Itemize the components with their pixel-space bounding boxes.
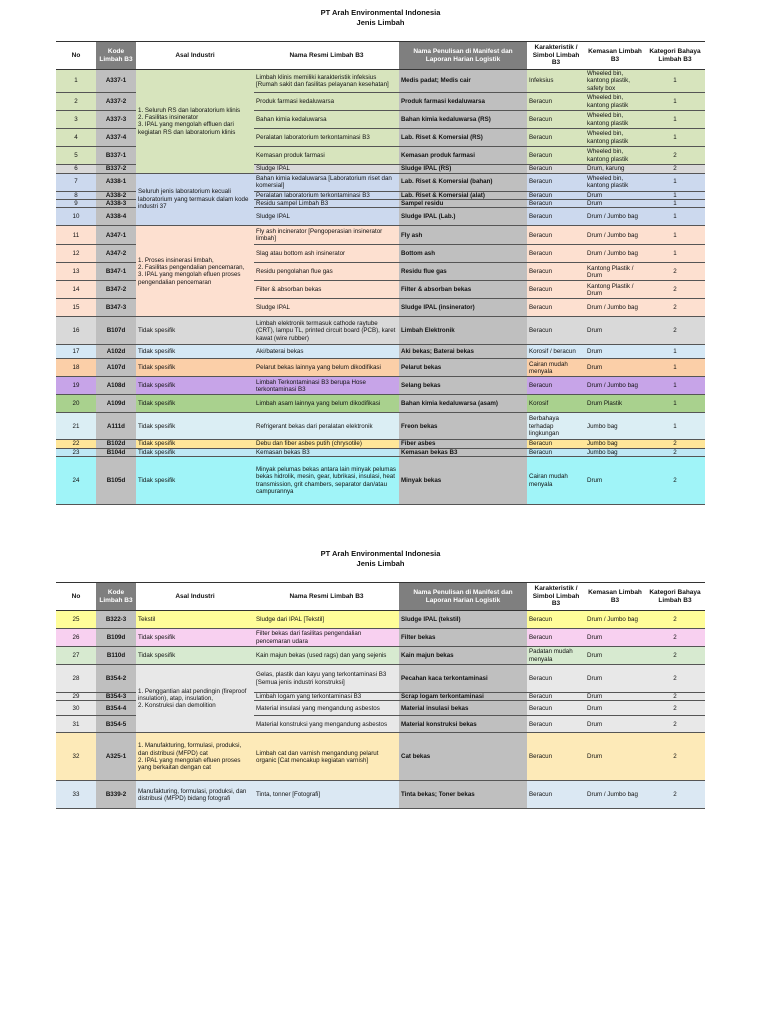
- row-kategori: 1: [645, 245, 705, 263]
- row-kemasan: Wheeled bin, kantong plastik: [585, 129, 645, 147]
- section-2: [56, 549, 705, 809]
- row-kode: A107d: [96, 359, 136, 377]
- row-nama-resmi: Kemasan bekas B3: [254, 448, 399, 456]
- row-no: 3: [56, 111, 96, 129]
- row-nama-resmi: Limbah cat dan varnish mengandung pelarut organic [Cat mencakup kegiatan varnish]: [254, 733, 399, 781]
- row-kemasan: Jumbo bag: [585, 448, 645, 456]
- row-karakteristik: Beracun: [527, 629, 585, 647]
- row-asal-industri: Tidak spesifik: [136, 647, 254, 665]
- row-kemasan: Drum: [585, 629, 645, 647]
- header-no: No: [56, 42, 96, 70]
- row-kemasan: Drum / Jumbo bag: [585, 377, 645, 395]
- header-kemasan: Kemasan Limbah B3: [585, 42, 645, 70]
- company-title-2: PT Arah Environmental Indonesia: [320, 549, 441, 558]
- row-kategori: 2: [645, 147, 705, 165]
- row-manifest-name: Bottom ash: [399, 245, 527, 263]
- row-karakteristik: Beracun: [527, 448, 585, 456]
- row-asal-industri: Tidak spesifik: [136, 440, 254, 448]
- row-no: 10: [56, 208, 96, 226]
- row-karakteristik: Cairan mudah menyala: [527, 457, 585, 505]
- table-row: [56, 173, 705, 191]
- row-no: 27: [56, 647, 96, 665]
- header-asal: Asal Industri: [136, 583, 254, 611]
- row-kategori: 1: [645, 359, 705, 377]
- row-kategori: 2: [645, 165, 705, 173]
- row-manifest-name: Sludge IPAL (Lab.): [399, 208, 527, 226]
- row-karakteristik: Beracun: [527, 208, 585, 226]
- row-kemasan: Wheeled bin, kantong plastik: [585, 173, 645, 191]
- row-kode: A337-4: [96, 129, 136, 147]
- row-kode: B104d: [96, 448, 136, 456]
- row-kemasan: Drum: [585, 457, 645, 505]
- row-no: 24: [56, 457, 96, 505]
- row-karakteristik: Beracun: [527, 701, 585, 716]
- row-kode: B339-2: [96, 781, 136, 809]
- row-kemasan: Kantong Plastik / Drum: [585, 263, 645, 281]
- table-row: [56, 413, 705, 440]
- row-karakteristik: Cairan mudah menyala: [527, 359, 585, 377]
- row-asal-industri: Tidak spesifik: [136, 345, 254, 359]
- row-nama-resmi: Material konstruksi yang mengandung asbestos: [254, 716, 399, 733]
- row-no: 5: [56, 147, 96, 165]
- row-karakteristik: Beracun: [527, 147, 585, 165]
- row-no: 18: [56, 359, 96, 377]
- row-kemasan: Wheeled bin, kantong plastik, safety box: [585, 70, 645, 93]
- row-asal-industri: 1. Penggantian alat pendingin (fireproof insulation), atap, insulation, 2. Konstruksi dan demolition: [136, 665, 254, 733]
- row-karakteristik: Beracun: [527, 263, 585, 281]
- row-no: 12: [56, 245, 96, 263]
- row-no: 19: [56, 377, 96, 395]
- row-kemasan: Wheeled bin, kantong plastik: [585, 93, 645, 111]
- row-karakteristik: Beracun: [527, 281, 585, 299]
- row-asal-industri: Tidak spesifik: [136, 448, 254, 456]
- row-kode: A338-4: [96, 208, 136, 226]
- row-kode: A109d: [96, 395, 136, 413]
- table-row: [56, 457, 705, 505]
- row-asal-industri: Tidak spesifik: [136, 629, 254, 647]
- row-kategori: 1: [645, 200, 705, 208]
- row-kode: A102d: [96, 345, 136, 359]
- row-nama-resmi: Produk farmasi kedaluwarsa: [254, 93, 399, 111]
- row-kategori: 1: [645, 395, 705, 413]
- row-no: 30: [56, 701, 96, 716]
- row-manifest-name: Aki bekas; Baterai bekas: [399, 345, 527, 359]
- header-karakteristik: Karakteristik / Simbol Limbah B3: [527, 42, 585, 70]
- header-kategori: Kategori Bahaya Limbah B3: [645, 583, 705, 611]
- row-nama-resmi: Tinta, tonner [Fotografi]: [254, 781, 399, 809]
- row-kemasan: Drum: [585, 191, 645, 199]
- row-kode: A347-2: [96, 245, 136, 263]
- row-karakteristik: Beracun: [527, 693, 585, 701]
- row-kategori: 2: [645, 440, 705, 448]
- row-asal-industri: 1. Manufakturing, formulasi, produksi, dan distribusi (MFPD) cat 2. IPAL yang mengolah efluen proses yang berkaitan dengan cat: [136, 733, 254, 781]
- row-kode: A337-3: [96, 111, 136, 129]
- row-manifest-name: Residu flue gas: [399, 263, 527, 281]
- row-kode: A337-1: [96, 70, 136, 93]
- row-manifest-name: Minyak bekas: [399, 457, 527, 505]
- row-nama-resmi: Limbah klinis memiliki karakteristik infeksius [Rumah sakit dan fasilitas pelayanan kesehatan]: [254, 70, 399, 93]
- row-manifest-name: Fly ash: [399, 226, 527, 245]
- row-no: 25: [56, 611, 96, 629]
- row-nama-resmi: Filter & absorban bekas: [254, 281, 399, 299]
- row-nama-resmi: Fly ash incinerator [Pengoperasian insinerator limbah]: [254, 226, 399, 245]
- row-kemasan: Drum: [585, 693, 645, 701]
- row-kemasan: Drum: [585, 359, 645, 377]
- row-karakteristik: Beracun: [527, 733, 585, 781]
- table-row: [56, 359, 705, 377]
- waste-table-2: [56, 582, 705, 809]
- header-kode: Kode Limbah B3: [96, 583, 136, 611]
- row-manifest-name: Limbah Elektronik: [399, 317, 527, 345]
- table-row: [56, 317, 705, 345]
- row-kode: A338-3: [96, 200, 136, 208]
- row-karakteristik: Beracun: [527, 111, 585, 129]
- table-row: [56, 611, 705, 629]
- row-nama-resmi: Gelas, plastik dan kayu yang terkontaminasi B3 [Semua jenis industri konstruksi]: [254, 665, 399, 693]
- row-kategori: 2: [645, 629, 705, 647]
- row-no: 9: [56, 200, 96, 208]
- row-kemasan: Drum: [585, 200, 645, 208]
- row-no: 8: [56, 191, 96, 199]
- row-kode: A338-1: [96, 173, 136, 191]
- row-manifest-name: Sludge IPAL (insinerator): [399, 299, 527, 317]
- row-kategori: 1: [645, 377, 705, 395]
- row-karakteristik: Infeksius: [527, 70, 585, 93]
- row-asal-industri: 1. Seluruh RS dan laboratorium klinis 2. Fasilitas insinerator 3. IPAL yang mengolah effluen dari kegiatan RS dan laboratorium klinis: [136, 70, 254, 174]
- row-manifest-name: Filter & absorban bekas: [399, 281, 527, 299]
- row-nama-resmi: Material insulasi yang mengandung asbestos: [254, 701, 399, 716]
- row-nama-resmi: Limbah asam lainnya yang belum dikodifikasi: [254, 395, 399, 413]
- row-manifest-name: Material konstruksi bekas: [399, 716, 527, 733]
- row-kemasan: Drum: [585, 716, 645, 733]
- row-kemasan: Drum: [585, 665, 645, 693]
- row-nama-resmi: Sludge IPAL: [254, 299, 399, 317]
- row-kemasan: Drum: [585, 647, 645, 665]
- row-asal-industri: Tidak spesifik: [136, 457, 254, 505]
- row-karakteristik: Beracun: [527, 200, 585, 208]
- header-manifest: Nama Penulisan di Manifest dan Laporan Harian Logistik: [399, 583, 527, 611]
- row-kode: B105d: [96, 457, 136, 505]
- row-karakteristik: Beracun: [527, 129, 585, 147]
- row-kode: B337-1: [96, 147, 136, 165]
- row-karakteristik: Korosif: [527, 395, 585, 413]
- table-row: [56, 781, 705, 809]
- row-asal-industri: Tidak spesifik: [136, 413, 254, 440]
- row-karakteristik: Beracun: [527, 93, 585, 111]
- row-kode: A337-2: [96, 93, 136, 111]
- row-kemasan: Wheeled bin, kantong plastik: [585, 147, 645, 165]
- row-manifest-name: Tinta bekas; Toner bekas: [399, 781, 527, 809]
- row-manifest-name: Freon bekas: [399, 413, 527, 440]
- row-manifest-name: Kemasan bekas B3: [399, 448, 527, 456]
- row-kode: B354-5: [96, 716, 136, 733]
- row-kategori: 1: [645, 111, 705, 129]
- row-no: 22: [56, 440, 96, 448]
- row-kemasan: Drum: [585, 733, 645, 781]
- row-kategori: 1: [645, 93, 705, 111]
- row-karakteristik: Korosif / beracun: [527, 345, 585, 359]
- row-asal-industri: Tidak spesifik: [136, 377, 254, 395]
- row-manifest-name: Pecahan kaca terkontaminasi: [399, 665, 527, 693]
- row-kode: A111d: [96, 413, 136, 440]
- row-manifest-name: Kain majun bekas: [399, 647, 527, 665]
- row-kode: B102d: [96, 440, 136, 448]
- header-manifest: Nama Penulisan di Manifest dan Laporan Harian Logistik: [399, 42, 527, 70]
- row-asal-industri: Tidak spesifik: [136, 395, 254, 413]
- row-kemasan: Kantong Plastik / Drum: [585, 281, 645, 299]
- row-manifest-name: Sampel residu: [399, 200, 527, 208]
- row-no: 13: [56, 263, 96, 281]
- header-kategori: Kategori Bahaya Limbah B3: [645, 42, 705, 70]
- row-kategori: 1: [645, 129, 705, 147]
- row-asal-industri: Seluruh jenis laboratorium kecuali laboratorium yang termasuk dalam kode industri 37: [136, 173, 254, 226]
- row-asal-industri: Tekstil: [136, 611, 254, 629]
- row-no: 16: [56, 317, 96, 345]
- row-kategori: 1: [645, 345, 705, 359]
- row-kemasan: Drum / Jumbo bag: [585, 299, 645, 317]
- row-kategori: 1: [645, 70, 705, 93]
- row-kemasan: Drum / Jumbo bag: [585, 781, 645, 809]
- document-subtitle-2: Jenis Limbah: [356, 559, 405, 568]
- row-manifest-name: Sludge IPAL (tekstil): [399, 611, 527, 629]
- row-no: 7: [56, 173, 96, 191]
- row-kemasan: Drum / Jumbo bag: [585, 245, 645, 263]
- row-no: 2: [56, 93, 96, 111]
- table-header-row-2: [56, 583, 705, 611]
- row-manifest-name: Lab. Riset & Komersial (RS): [399, 129, 527, 147]
- row-nama-resmi: Sludge IPAL: [254, 208, 399, 226]
- row-no: 21: [56, 413, 96, 440]
- row-karakteristik: Beracun: [527, 781, 585, 809]
- row-nama-resmi: Residu pengolahan flue gas: [254, 263, 399, 281]
- row-manifest-name: Lab. Riset & Komersial (alat): [399, 191, 527, 199]
- header-no: No: [56, 583, 96, 611]
- table-row: [56, 665, 705, 693]
- header-nama: Nama Resmi Limbah B3: [254, 42, 399, 70]
- row-karakteristik: Beracun: [527, 191, 585, 199]
- row-kemasan: Drum: [585, 701, 645, 716]
- row-karakteristik: Beracun: [527, 440, 585, 448]
- row-kategori: 2: [645, 665, 705, 693]
- table-row: [56, 440, 705, 448]
- row-karakteristik: Beracun: [527, 165, 585, 173]
- row-nama-resmi: Limbah Terkontaminasi B3 berupa Hose terkontaminasi B3: [254, 377, 399, 395]
- row-karakteristik: Beracun: [527, 245, 585, 263]
- row-no: 23: [56, 448, 96, 456]
- header-karakteristik: Karakteristik / Simbol Limbah B3: [527, 583, 585, 611]
- row-kategori: 2: [645, 647, 705, 665]
- row-manifest-name: Fiber asbes: [399, 440, 527, 448]
- row-nama-resmi: Filter bekas dari fasilitas pengendalian pencemaran udara: [254, 629, 399, 647]
- row-kemasan: Drum / Jumbo bag: [585, 226, 645, 245]
- row-no: 20: [56, 395, 96, 413]
- row-no: 4: [56, 129, 96, 147]
- row-no: 15: [56, 299, 96, 317]
- row-nama-resmi: Sludge IPAL: [254, 165, 399, 173]
- row-nama-resmi: Aki/baterai bekas: [254, 345, 399, 359]
- document-subtitle: Jenis Limbah: [356, 18, 405, 27]
- table-row: [56, 733, 705, 781]
- table-row: [56, 647, 705, 665]
- row-kategori: 1: [645, 173, 705, 191]
- table-row: [56, 377, 705, 395]
- row-kode: A108d: [96, 377, 136, 395]
- row-no: 31: [56, 716, 96, 733]
- row-manifest-name: Sludge IPAL (RS): [399, 165, 527, 173]
- row-manifest-name: Produk farmasi kedaluwarsa: [399, 93, 527, 111]
- row-kategori: 1: [645, 191, 705, 199]
- row-nama-resmi: Kemasan produk farmasi: [254, 147, 399, 165]
- row-nama-resmi: Bahan kimia kedaluwarsa: [254, 111, 399, 129]
- row-no: 26: [56, 629, 96, 647]
- row-kategori: 2: [645, 701, 705, 716]
- row-nama-resmi: Minyak pelumas bekas antara lain minyak pelumas bekas hidrolik, mesin, gear, lubrikasi, insulasi, heat transmission, grit chambers, separator dan/atau campurannya: [254, 457, 399, 505]
- row-kategori: 2: [645, 317, 705, 345]
- row-kode: B337-2: [96, 165, 136, 173]
- row-kemasan: Jumbo bag: [585, 440, 645, 448]
- row-kode: A338-2: [96, 191, 136, 199]
- row-nama-resmi: Kain majun bekas (used rags) dan yang sejenis: [254, 647, 399, 665]
- table-row: [56, 448, 705, 456]
- row-asal-industri: Tidak spesifik: [136, 317, 254, 345]
- table-row: [56, 345, 705, 359]
- row-nama-resmi: Refrigerant bekas dari peralatan elektronik: [254, 413, 399, 440]
- row-kode: B354-4: [96, 701, 136, 716]
- row-no: 33: [56, 781, 96, 809]
- row-karakteristik: Beracun: [527, 299, 585, 317]
- row-kategori: 2: [645, 263, 705, 281]
- row-kategori: 1: [645, 208, 705, 226]
- header-nama: Nama Resmi Limbah B3: [254, 583, 399, 611]
- row-kemasan: Drum: [585, 345, 645, 359]
- row-kode: B347-3: [96, 299, 136, 317]
- row-nama-resmi: Debu dan fiber asbes putih (chrysotile): [254, 440, 399, 448]
- row-nama-resmi: Slag atau bottom ash insinerator: [254, 245, 399, 263]
- row-karakteristik: Beracun: [527, 173, 585, 191]
- row-kode: B354-3: [96, 693, 136, 701]
- row-kode: B347-2: [96, 281, 136, 299]
- row-kategori: 2: [645, 716, 705, 733]
- row-karakteristik: Beracun: [527, 716, 585, 733]
- header-kemasan: Kemasan Limbah B3: [585, 583, 645, 611]
- row-karakteristik: Beracun: [527, 665, 585, 693]
- row-manifest-name: Bahan kimia kedaluwarsa (asam): [399, 395, 527, 413]
- row-no: 29: [56, 693, 96, 701]
- waste-table-1: [56, 41, 705, 505]
- row-kemasan: Wheeled bin, kantong plastik: [585, 111, 645, 129]
- table-header-row: [56, 42, 705, 70]
- row-manifest-name: Lab. Riset & Komersial (bahan): [399, 173, 527, 191]
- row-nama-resmi: Sludge dari IPAL [Tekstil]: [254, 611, 399, 629]
- row-karakteristik: Beracun: [527, 377, 585, 395]
- table-row: [56, 226, 705, 245]
- row-karakteristik: Beracun: [527, 226, 585, 245]
- row-no: 14: [56, 281, 96, 299]
- row-kategori: 2: [645, 693, 705, 701]
- row-no: 11: [56, 226, 96, 245]
- section-1: [56, 8, 705, 505]
- row-kemasan: Drum Plastik: [585, 395, 645, 413]
- row-nama-resmi: Peralatan laboratorium terkontaminasi B3: [254, 129, 399, 147]
- row-karakteristik: Beracun: [527, 317, 585, 345]
- row-nama-resmi: Pelarut bekas lainnya yang belum dikodifikasi: [254, 359, 399, 377]
- row-kategori: 2: [645, 781, 705, 809]
- row-kemasan: Drum: [585, 317, 645, 345]
- row-manifest-name: Pelarut bekas: [399, 359, 527, 377]
- row-asal-industri: 1. Proses insinerasi limbah, 2. Fasilitas pengendalian pencemaran, 3. IPAL yang mengolah efluen proses pengendalian pencemaran: [136, 226, 254, 317]
- row-karakteristik: Berbahaya terhadap lingkungan: [527, 413, 585, 440]
- row-kemasan: Drum / Jumbo bag: [585, 611, 645, 629]
- row-kemasan: Drum / Jumbo bag: [585, 208, 645, 226]
- row-kode: B347-1: [96, 263, 136, 281]
- row-nama-resmi: Bahan kimia kedaluwarsa [Laboratorium riset dan komersial]: [254, 173, 399, 191]
- row-kode: A325-1: [96, 733, 136, 781]
- row-kategori: 1: [645, 413, 705, 440]
- row-kategori: 2: [645, 457, 705, 505]
- header-asal: Asal Industri: [136, 42, 254, 70]
- row-manifest-name: Scrap logam terkontaminasi: [399, 693, 527, 701]
- table-row: [56, 629, 705, 647]
- row-kategori: 2: [645, 611, 705, 629]
- row-kode: B107d: [96, 317, 136, 345]
- row-kode: B110d: [96, 647, 136, 665]
- row-nama-resmi: Peralatan laboratorium terkontaminasi B3: [254, 191, 399, 199]
- row-nama-resmi: Limbah logam yang terkontaminasi B3: [254, 693, 399, 701]
- row-no: 32: [56, 733, 96, 781]
- row-asal-industri: Manufakturing, formulasi, produksi, dan distribusi (MFPD) bidang fotografi: [136, 781, 254, 809]
- row-manifest-name: Medis padat; Medis cair: [399, 70, 527, 93]
- row-nama-resmi: Residu sampel Limbah B3: [254, 200, 399, 208]
- row-kemasan: Drum, karung: [585, 165, 645, 173]
- row-kategori: 2: [645, 281, 705, 299]
- row-karakteristik: Beracun: [527, 611, 585, 629]
- row-kategori: 1: [645, 226, 705, 245]
- company-title: PT Arah Environmental Indonesia: [320, 8, 441, 17]
- row-manifest-name: Cat bekas: [399, 733, 527, 781]
- row-kategori: 2: [645, 733, 705, 781]
- row-no: 17: [56, 345, 96, 359]
- header-kode: Kode Limbah B3: [96, 42, 136, 70]
- row-manifest-name: Bahan kimia kedaluwarsa (RS): [399, 111, 527, 129]
- row-asal-industri: Tidak spesifik: [136, 359, 254, 377]
- row-nama-resmi: Limbah elektronik termasuk cathode raytube (CRT), lampu TL, printed circuit board (PCB), karet kawat (wire rubber): [254, 317, 399, 345]
- row-karakteristik: Padatan mudah menyala: [527, 647, 585, 665]
- row-manifest-name: Selang bekas: [399, 377, 527, 395]
- row-kemasan: Jumbo bag: [585, 413, 645, 440]
- row-manifest-name: Material insulasi bekas: [399, 701, 527, 716]
- row-kode: B322-3: [96, 611, 136, 629]
- row-no: 6: [56, 165, 96, 173]
- row-manifest-name: Filter bekas: [399, 629, 527, 647]
- row-kategori: 2: [645, 448, 705, 456]
- row-no: 28: [56, 665, 96, 693]
- row-kode: B109d: [96, 629, 136, 647]
- table-row: [56, 70, 705, 93]
- table-row: [56, 395, 705, 413]
- row-kategori: 2: [645, 299, 705, 317]
- row-manifest-name: Kemasan produk farmasi: [399, 147, 527, 165]
- row-kode: B354-2: [96, 665, 136, 693]
- row-no: 1: [56, 70, 96, 93]
- row-kode: A347-1: [96, 226, 136, 245]
